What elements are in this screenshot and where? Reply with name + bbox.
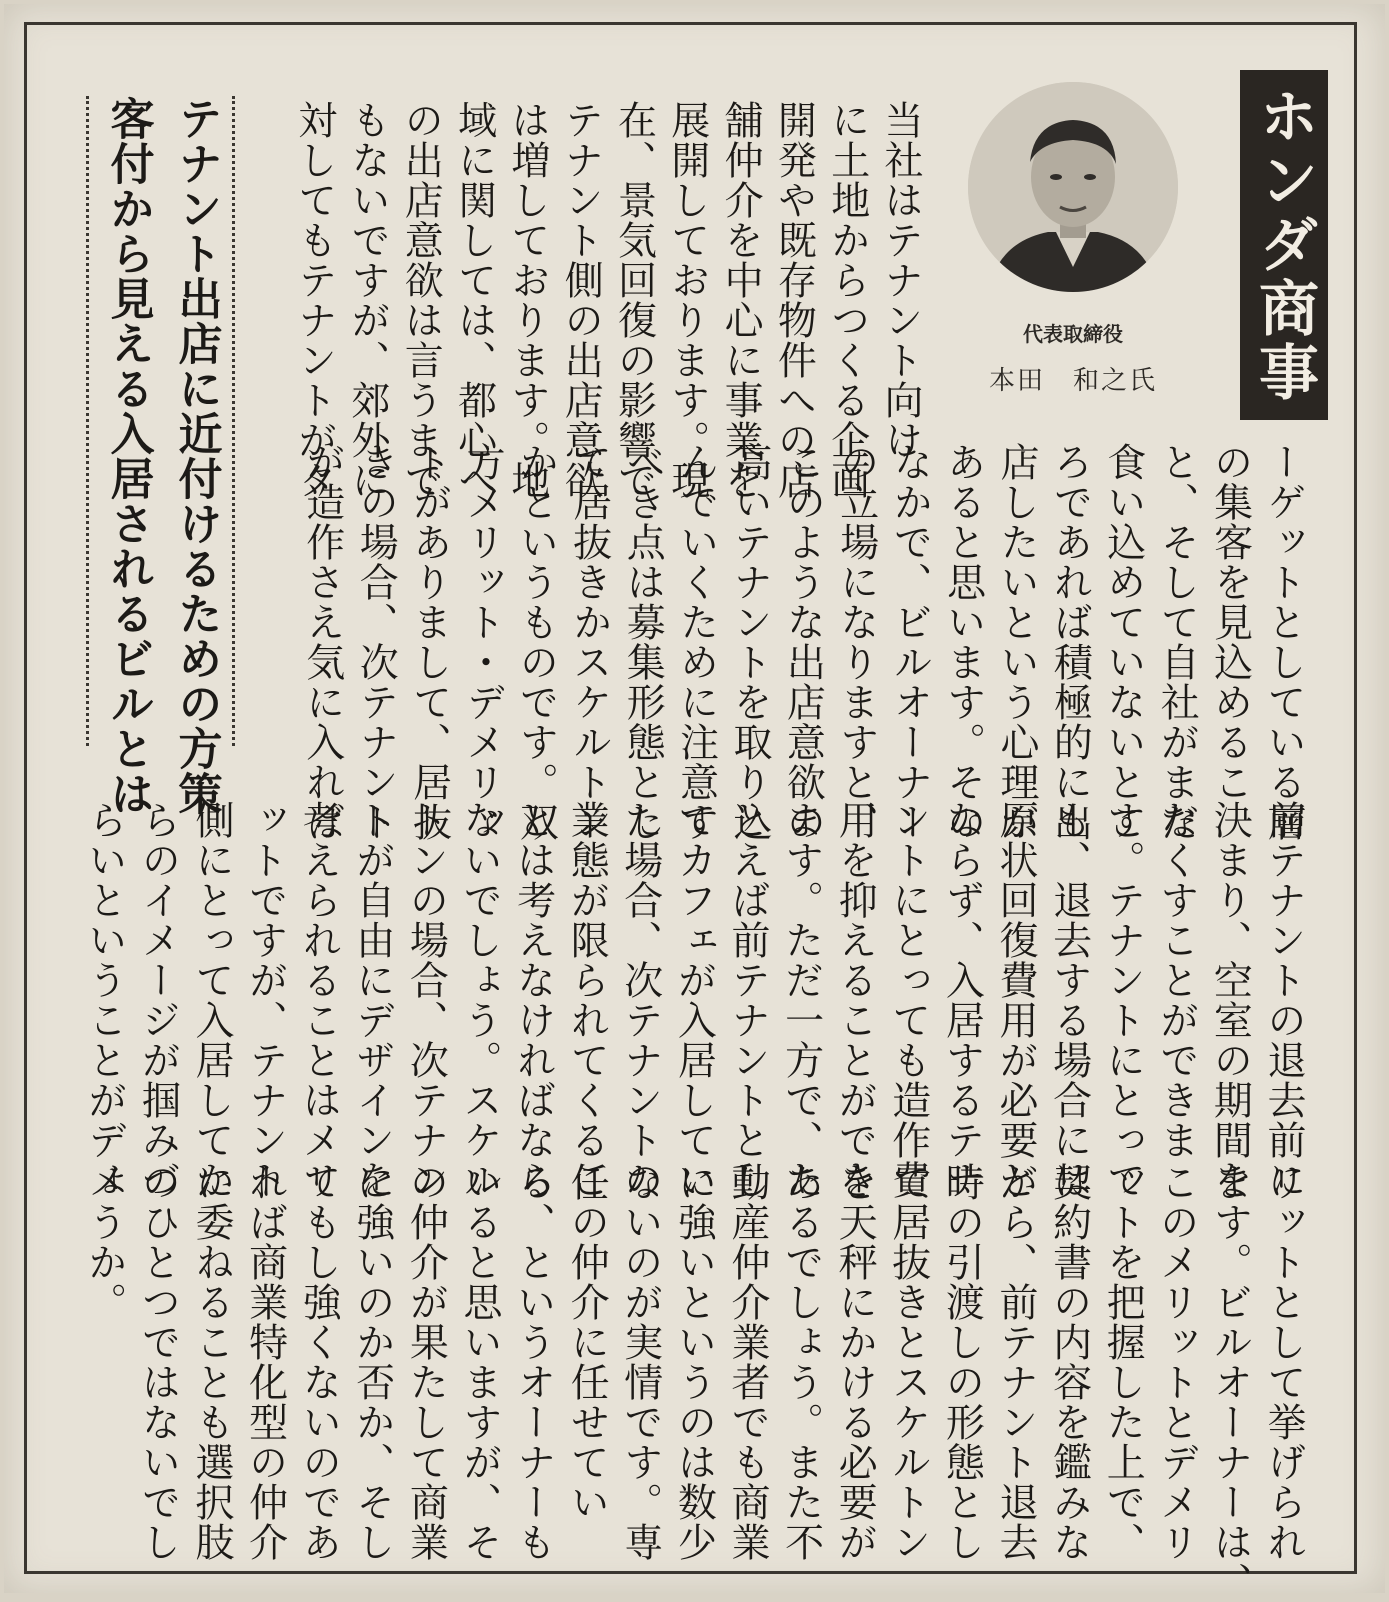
text-column: なくすことができま [1153, 800, 1199, 1160]
company-title-box [1240, 70, 1328, 420]
headline-line-1: テナント出店に近付けるための方策 [170, 96, 222, 816]
text-column: も、退去する場合には [1046, 800, 1092, 1200]
text-column: 側にとって入居してか [189, 800, 234, 1200]
headline-rule-left [86, 96, 89, 746]
text-column: きの場合、次テナント [353, 442, 399, 842]
text-column: の集客を見込めるこ [1207, 442, 1253, 802]
text-column: ならず、入居するテナ [939, 800, 985, 1200]
text-column: もないですが、郊外に [345, 100, 390, 500]
text-column: 当社はテナント向け [878, 100, 923, 460]
text-column: 決まり、空室の期間を [1207, 800, 1253, 1200]
text-column: らのイメージが掴みづ [135, 800, 181, 1200]
text-column: かというものです。双 [513, 442, 559, 842]
text-column: 対してもテナントがタ [291, 100, 337, 500]
headline-line-2: 客付から見える入居されるビルとは [102, 96, 154, 816]
text-column: 方メリット・デメリッ [460, 442, 505, 842]
text-column: の出店意欲は言うまで [398, 100, 444, 500]
text-column: を天秤にかける必要が [832, 1162, 878, 1562]
text-column: 動産仲介業者でも商業 [725, 1162, 770, 1562]
text-column: 店したいという心理が [994, 442, 1039, 842]
text-column: 舗仲介を中心に事業を [718, 100, 764, 500]
text-column: このような出店意欲の [780, 442, 826, 842]
text-column: の仲介が果たして商業 [403, 1162, 449, 1562]
text-column: このメリットとデメリ [1153, 1162, 1199, 1562]
text-column: ないのが実情です。専 [617, 1162, 663, 1562]
text-column: リットとして挙げられ [1261, 1162, 1306, 1562]
text-column: んでいくために注意す [673, 442, 719, 842]
text-column: ょうか。 [81, 1162, 127, 1322]
text-column: とえば前テナントとし [725, 800, 770, 1200]
text-column: ます。ビルオーナーは、 [1207, 1162, 1253, 1602]
text-column: れば商業特化型の仲介 [242, 1162, 288, 1562]
text-column: のひとつではないでし [135, 1162, 181, 1562]
text-column: に強いのか否か、そし [349, 1162, 395, 1562]
text-column: 用を抑えることができ [832, 800, 878, 1200]
text-column: あるでしょう。また不 [778, 1162, 824, 1562]
text-column: いると思いますが、そ [457, 1162, 502, 1562]
text-column: ろであれば積極的に出 [1047, 442, 1093, 842]
text-column: 高いテナントを取り込 [727, 442, 772, 842]
text-column: べき点は募集形態とし [620, 442, 666, 842]
text-column: 域に関しては、都心へ [451, 100, 497, 500]
text-column: 展開しております。現 [664, 100, 710, 500]
text-column: 任の仲介に任せてい [564, 1162, 610, 1522]
text-column: とは考えなければなら [510, 800, 556, 1200]
text-column: あると思います。その [940, 442, 986, 842]
text-column: 業態が限られてくるこ [564, 800, 610, 1200]
text-column: トが自由にデザインを [349, 800, 395, 1200]
text-column: る、というオーナーも [510, 1162, 556, 1562]
text-column: ットですが、テナント [242, 800, 288, 1200]
text-column: てカフェが入居してい [671, 800, 717, 1200]
text-column: らいということがデメ [81, 800, 127, 1200]
text-column: がら、前テナント退去 [993, 1162, 1038, 1562]
text-column: と、そして自社がまだ [1154, 442, 1200, 842]
text-column: た場合、次テナントの [617, 800, 663, 1200]
text-column: ーゲットとしている層 [1261, 442, 1306, 842]
text-column: に委ねることも選択肢 [189, 1162, 234, 1562]
text-column: ます。ただ一方で、た [778, 800, 824, 1200]
headline-rule-right [232, 96, 235, 746]
text-column: に強いというのは数少 [671, 1162, 717, 1562]
text-column: 原状回復費用が必要と [993, 800, 1038, 1200]
text-column: 食い込めていないとこ [1100, 442, 1146, 842]
text-column: に土地からつくる企画 [824, 100, 870, 500]
portrait-photo [968, 82, 1178, 292]
text-column: が造作さえ気に入れば [299, 442, 345, 842]
text-column: の立場になりますと、 [833, 442, 879, 842]
text-column: ないでしょう。スケル [457, 800, 502, 1200]
text-column: 前テナントの退去前に [1261, 800, 1306, 1200]
text-column: ットを把握した上で、 [1100, 1162, 1146, 1562]
text-column: す。テナントにとって [1100, 800, 1146, 1200]
text-column: トがありまして、居抜 [406, 442, 452, 842]
text-column: 開発や既存物件への店 [771, 100, 817, 500]
text-column: 在、景気回復の影響で [611, 100, 657, 500]
person-title: 代表取締役 [1023, 322, 1123, 346]
person-name: 本田 和之氏 [988, 366, 1157, 396]
text-column: 契約書の内容を鑑みな [1046, 1162, 1092, 1562]
text-column: ントにとっても造作費 [885, 800, 931, 1200]
text-column: 考えられることはメリ [296, 800, 342, 1200]
text-column: 時の引渡しの形態とし [939, 1162, 985, 1562]
person-portrait-icon [968, 82, 1178, 292]
text-column: トンの場合、次テナン [403, 800, 449, 1200]
text-column: てもし強くないのであ [296, 1162, 342, 1562]
text-column: なかで、ビルオーナー [887, 442, 933, 842]
text-column: は増しております。地 [504, 100, 550, 500]
text-column: テナント側の出店意欲 [558, 100, 604, 500]
company-name: ホンダ商事 [1249, 85, 1319, 405]
text-column: て居抜きとスケルトン [885, 1162, 931, 1562]
text-column: て居抜きかスケルトン [566, 442, 612, 842]
